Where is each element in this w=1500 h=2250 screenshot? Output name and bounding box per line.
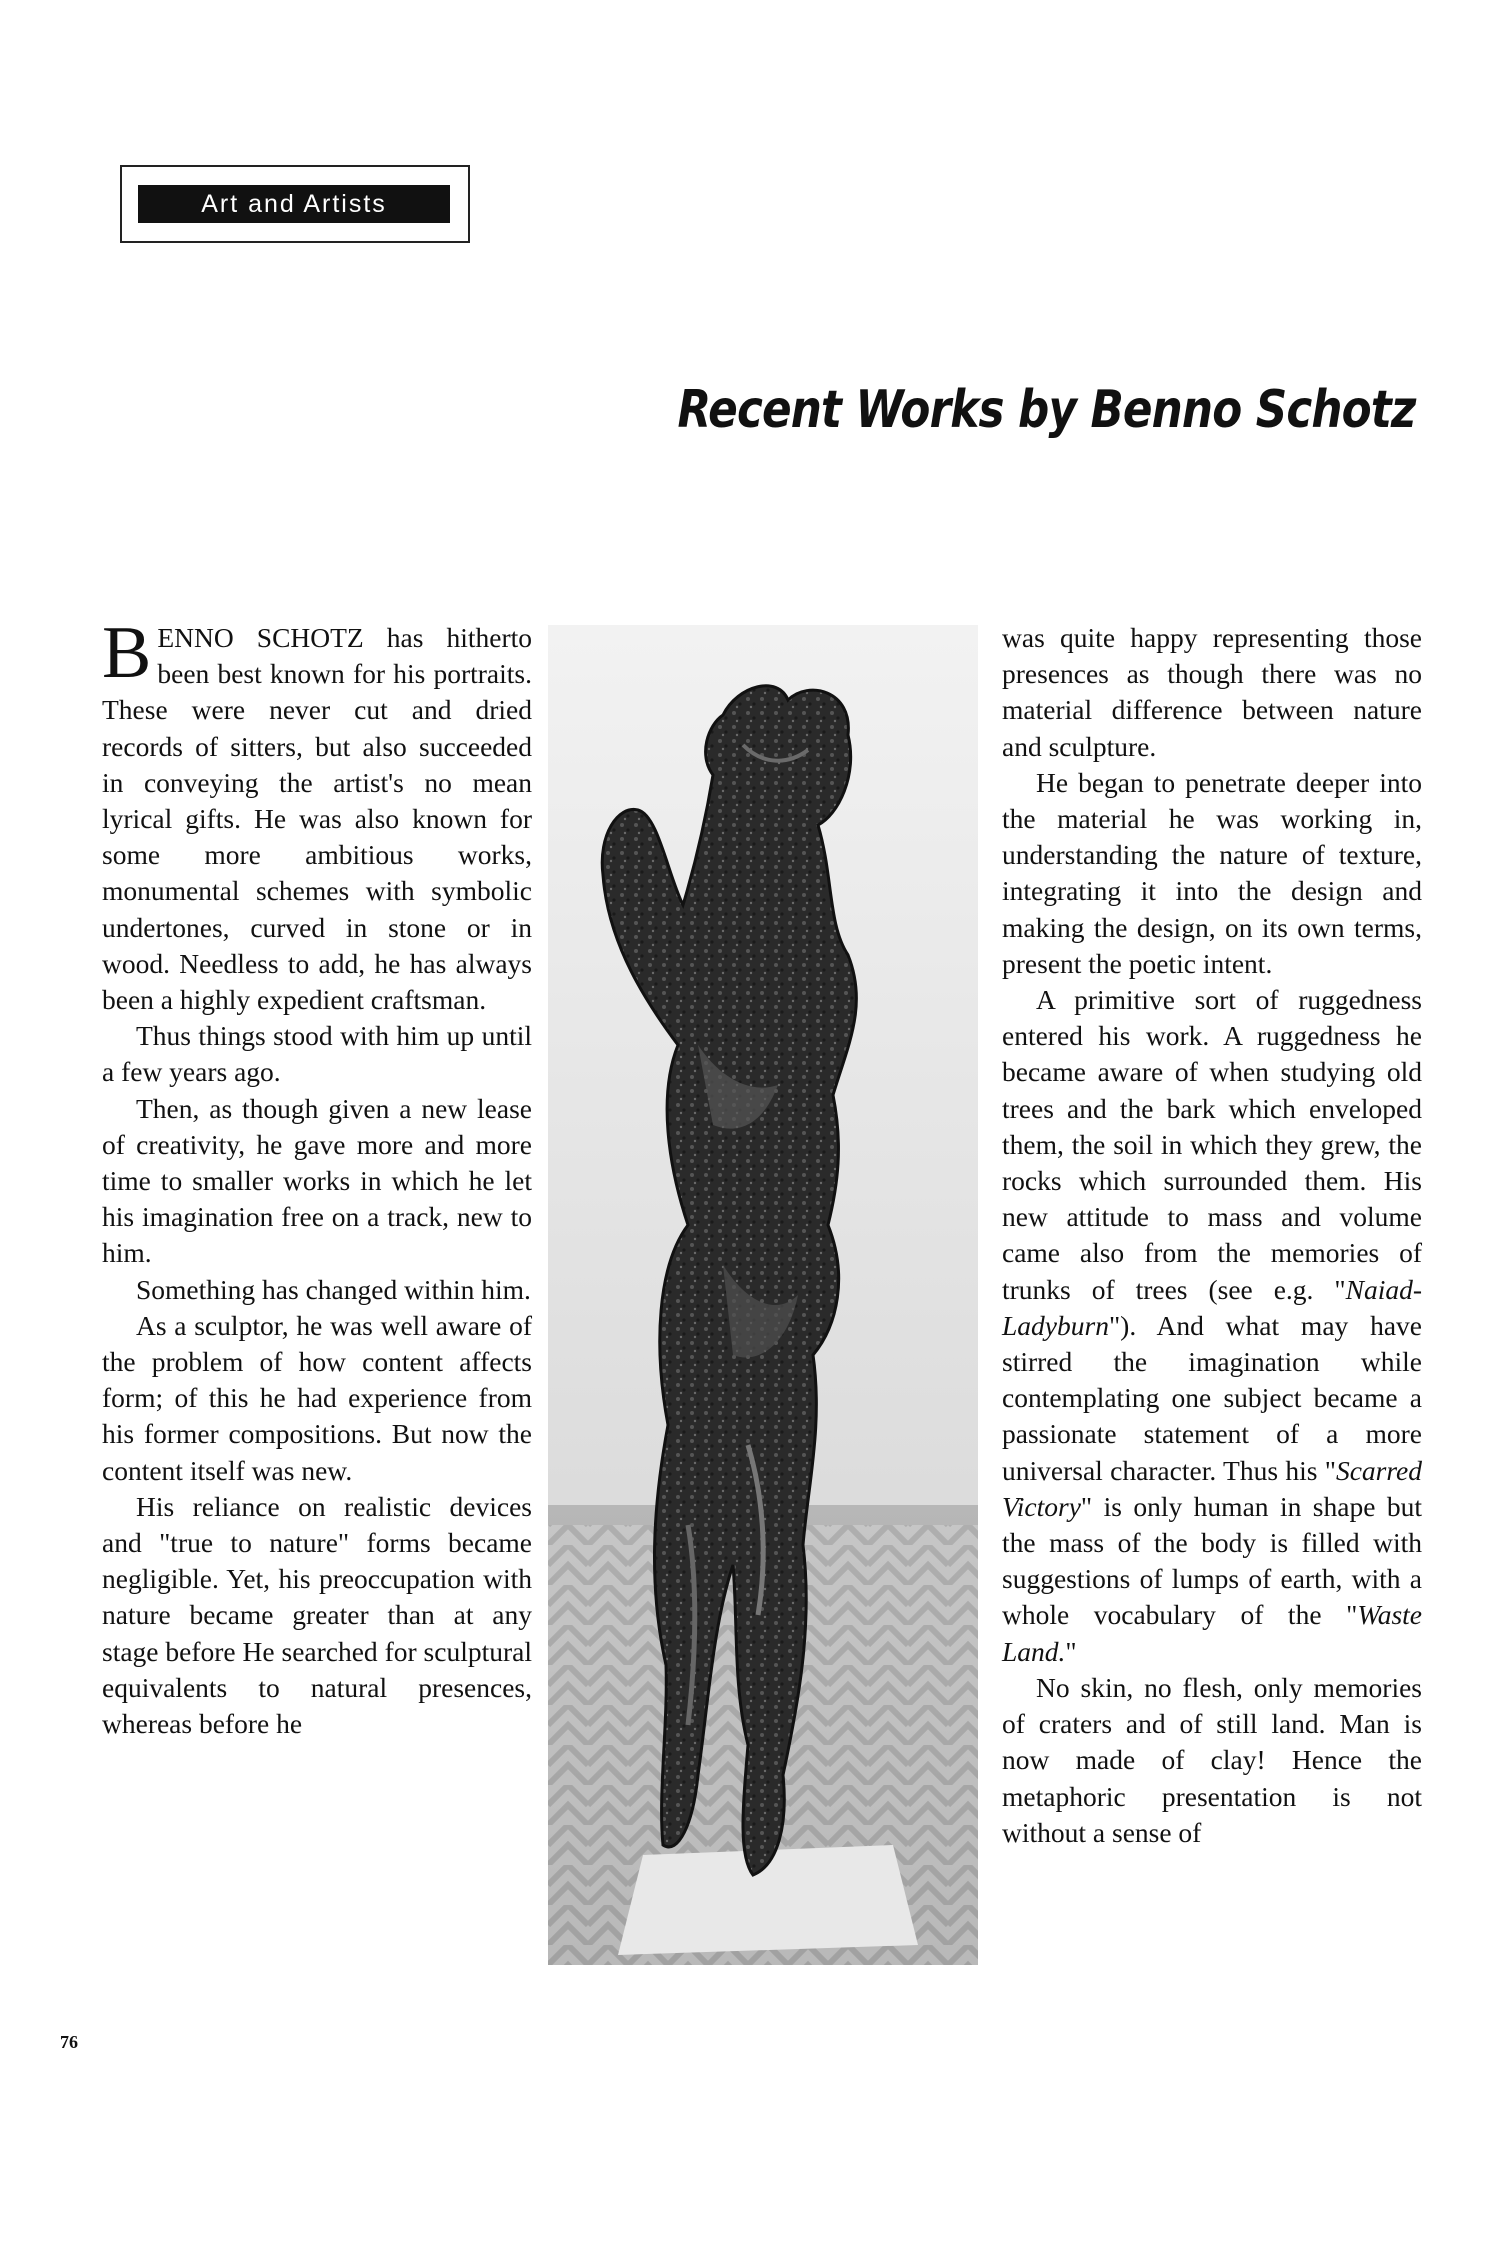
work-title-naiad-ladyburn: Naiad-Ladyburn [1002,1273,1422,1341]
left-paragraph-4: Something has changed within him. [136,1273,531,1305]
right-paragraph-3-text-b: "). And what may have stirred the imagination while contemplating one subject became a passionate statement of a more universal character. Thus his " [1002,1309,1422,1486]
section-header-box [120,165,470,243]
left-paragraph-5: As a sculptor, he was well aware of the problem of how content affects form; of this he had experience from his former compositions. But now the content itself was new. [102,1309,532,1486]
article-title: Recent Works by Benno Schotz [677,380,1415,440]
right-column [1002,620,1422,1851]
sculpture-photograph [548,625,978,1965]
right-paragraph-3 [1002,982,1422,1670]
work-title-scarred-victory: Scarred Victory [1002,1454,1422,1522]
left-paragraph-2: Thus things stood with him up until a few years ago. [102,1020,532,1088]
right-paragraph-3-text-a: A primitive sort of ruggedness entered his work. A ruggedness he became aware of when studying old trees and the bark which enveloped them, the soil in which they grew, the rocks which surrounded them. His new attitude to mass and volume came also from the memories of trunks of trees (see e.g. " [1002,984,1422,1305]
left-paragraph-6: His reliance on realistic devices and "true to nature" forms became negligible. Yet, his preoccupation with nature became greater than at any stage before He searched for sculptural equivalents to natural presences, whereas before he [102,1490,532,1740]
left-paragraph-3: Then, as though given a new lease of creativity, he gave more and more time to smaller works in which he let his imagination free on a track, new to him. [102,1092,532,1269]
right-paragraph-1: was quite happy representing those presences as though there was no material difference between nature and sculpture. [1002,622,1422,762]
left-column [102,612,532,1742]
right-paragraph-4: No skin, no flesh, only memories of craters and of still land. Man is now made of clay! Hence the metaphoric presentation is not without a sense of [1002,1671,1422,1848]
work-title-waste-land: Waste Land. [1002,1599,1422,1667]
left-paragraph-1 [102,612,532,1018]
drop-cap: B [102,612,152,694]
page-number: 76 [60,2032,78,2052]
right-paragraph-2: He began to penetrate deeper into the material he was working in, understanding the nature of texture, integrating it into the design and making the design, on its own terms, present the poetic intent. [1002,766,1422,979]
left-paragraph-1-text: ENNO SCHOTZ has hitherto been best known for his portraits. These were never cut and dried records of sitters, but also succeeded in conveying the artist's no mean lyrical gifts. He was also known for some more ambitious works, monumental schemes with symbolic undertones, curved in stone or in wood. Needless to add, he has always been a highly expedient craftsman. [102,622,532,1016]
right-paragraph-3-text-d: " [1065,1635,1077,1667]
section-label: Art and Artists [138,185,450,223]
sculpture-image [548,625,978,1965]
right-paragraph-3-text-c: " is only human in shape but the mass of the body is filled with suggestions of lumps of earth, with a whole vocabulary of the " [1002,1490,1422,1631]
